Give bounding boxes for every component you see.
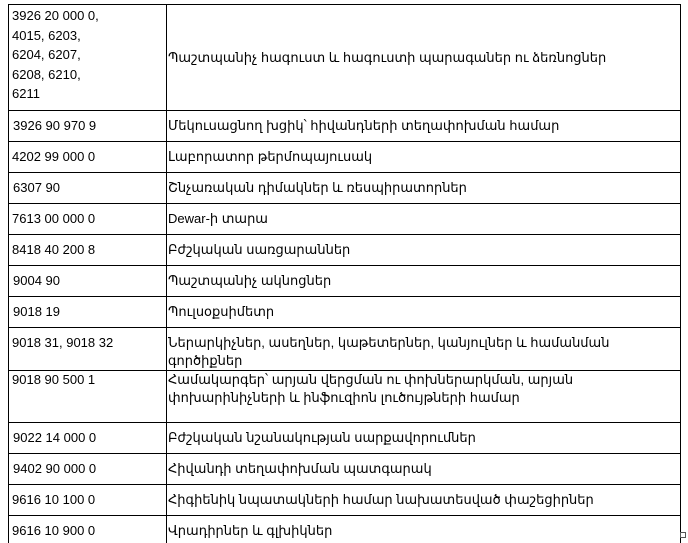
description-cell bbox=[167, 235, 681, 266]
description-text: Բժշկական սառցարաններ bbox=[168, 242, 351, 257]
description-text: Պուլսօքսիմետր bbox=[168, 304, 275, 319]
table-row bbox=[9, 266, 681, 297]
description-text: Լաբորատոր թերմոպայուսակ bbox=[168, 149, 373, 164]
description-text: Վրադիրներ և գլխիկներ bbox=[168, 523, 333, 538]
description-cell: Պաշտպանիչ հագուստ և հագուստի պարագաներ ու ձեռնոցներ bbox=[167, 5, 681, 111]
hs-code-cell bbox=[9, 516, 167, 543]
hs-code-text: 9402 90 000 0 bbox=[13, 461, 97, 476]
description-text: Հիվանդի տեղափոխման պատգարակ bbox=[168, 461, 432, 476]
table-row bbox=[9, 204, 681, 235]
table-row bbox=[9, 454, 681, 485]
table-row bbox=[9, 111, 681, 142]
description-text: Հիգիենիկ նպատակների համար նախատեսված փաշեցիրներ bbox=[168, 492, 594, 507]
table-row bbox=[9, 485, 681, 516]
hs-code-text: 9022 14 000 0 bbox=[13, 430, 97, 445]
description-text: Համակարգեր՝ արյան վերցման ու փոխներարկման, արյան փոխարինիչների և ինֆուզիոն լուծույթների համար bbox=[168, 372, 574, 405]
hs-code-cell bbox=[9, 173, 167, 204]
description-cell bbox=[167, 142, 681, 173]
description-cell bbox=[167, 297, 681, 328]
hs-code-cell bbox=[9, 235, 167, 266]
customs-codes-table bbox=[8, 4, 681, 543]
hs-code-text: 9616 10 900 0 bbox=[12, 523, 96, 538]
hs-code-text: 7613 00 000 0 bbox=[12, 211, 96, 226]
description-cell bbox=[167, 454, 681, 485]
hs-code-text: 8418 40 200 8 bbox=[12, 242, 96, 257]
description-cell bbox=[167, 371, 681, 423]
description-cell bbox=[167, 173, 681, 204]
table-row bbox=[9, 297, 681, 328]
hs-code-cell: 3926 20 000 0, 4015, 6203, 6204, 6207, 6208, 6210, 6211 bbox=[9, 5, 167, 111]
table-row bbox=[9, 173, 681, 204]
hs-code-cell bbox=[9, 111, 167, 142]
description-cell bbox=[167, 485, 681, 516]
hs-code-cell bbox=[9, 423, 167, 454]
description-cell bbox=[167, 111, 681, 142]
hs-code-cell bbox=[9, 454, 167, 485]
table-row bbox=[9, 5, 681, 111]
hs-code-text: 9018 90 500 1 bbox=[12, 372, 96, 387]
hs-code-cell bbox=[9, 328, 167, 371]
table-row bbox=[9, 371, 681, 423]
hs-code-text: 6307 90 bbox=[13, 180, 60, 195]
hs-code-text: 9616 10 100 0 bbox=[12, 492, 96, 507]
table-row bbox=[9, 516, 681, 543]
description-text: Պաշտպանիչ ակնոցներ bbox=[168, 273, 332, 288]
description-text: Dewar-ի տարա bbox=[168, 211, 268, 226]
hs-code-cell bbox=[9, 266, 167, 297]
description-text: Բժշկական նշանակության սարքավորումներ bbox=[168, 430, 476, 445]
table-row bbox=[9, 423, 681, 454]
description-text: Շնչառական դիմակներ և ռեսպիրատորներ bbox=[168, 180, 467, 195]
description-text: Մեկուսացնող խցիկ՝ հիվանդների տեղափոխման համար bbox=[168, 118, 560, 133]
description-cell bbox=[167, 516, 681, 543]
hs-code-text: 4202 99 000 0 bbox=[12, 149, 96, 164]
hs-code-cell bbox=[9, 204, 167, 235]
hs-code-cell bbox=[9, 485, 167, 516]
description-text: Ներարկիչներ, ասեղներ, կաթետերներ, կանյուլներ և համանման գործիքներ bbox=[168, 335, 610, 368]
hs-code-text: 9018 31, 9018 32 bbox=[12, 335, 114, 350]
description-cell bbox=[167, 266, 681, 297]
table-end-marker bbox=[680, 532, 686, 538]
table-row bbox=[9, 235, 681, 266]
hs-code-cell bbox=[9, 371, 167, 423]
hs-code-cell bbox=[9, 142, 167, 173]
hs-code-text: 9018 19 bbox=[13, 304, 60, 319]
hs-code-text: 9004 90 bbox=[13, 273, 60, 288]
description-cell bbox=[167, 204, 681, 235]
description-cell bbox=[167, 328, 681, 371]
table-row bbox=[9, 328, 681, 371]
description-cell bbox=[167, 423, 681, 454]
table-row bbox=[9, 142, 681, 173]
hs-code-text: 3926 90 970 9 bbox=[13, 118, 97, 133]
hs-code-cell bbox=[9, 297, 167, 328]
